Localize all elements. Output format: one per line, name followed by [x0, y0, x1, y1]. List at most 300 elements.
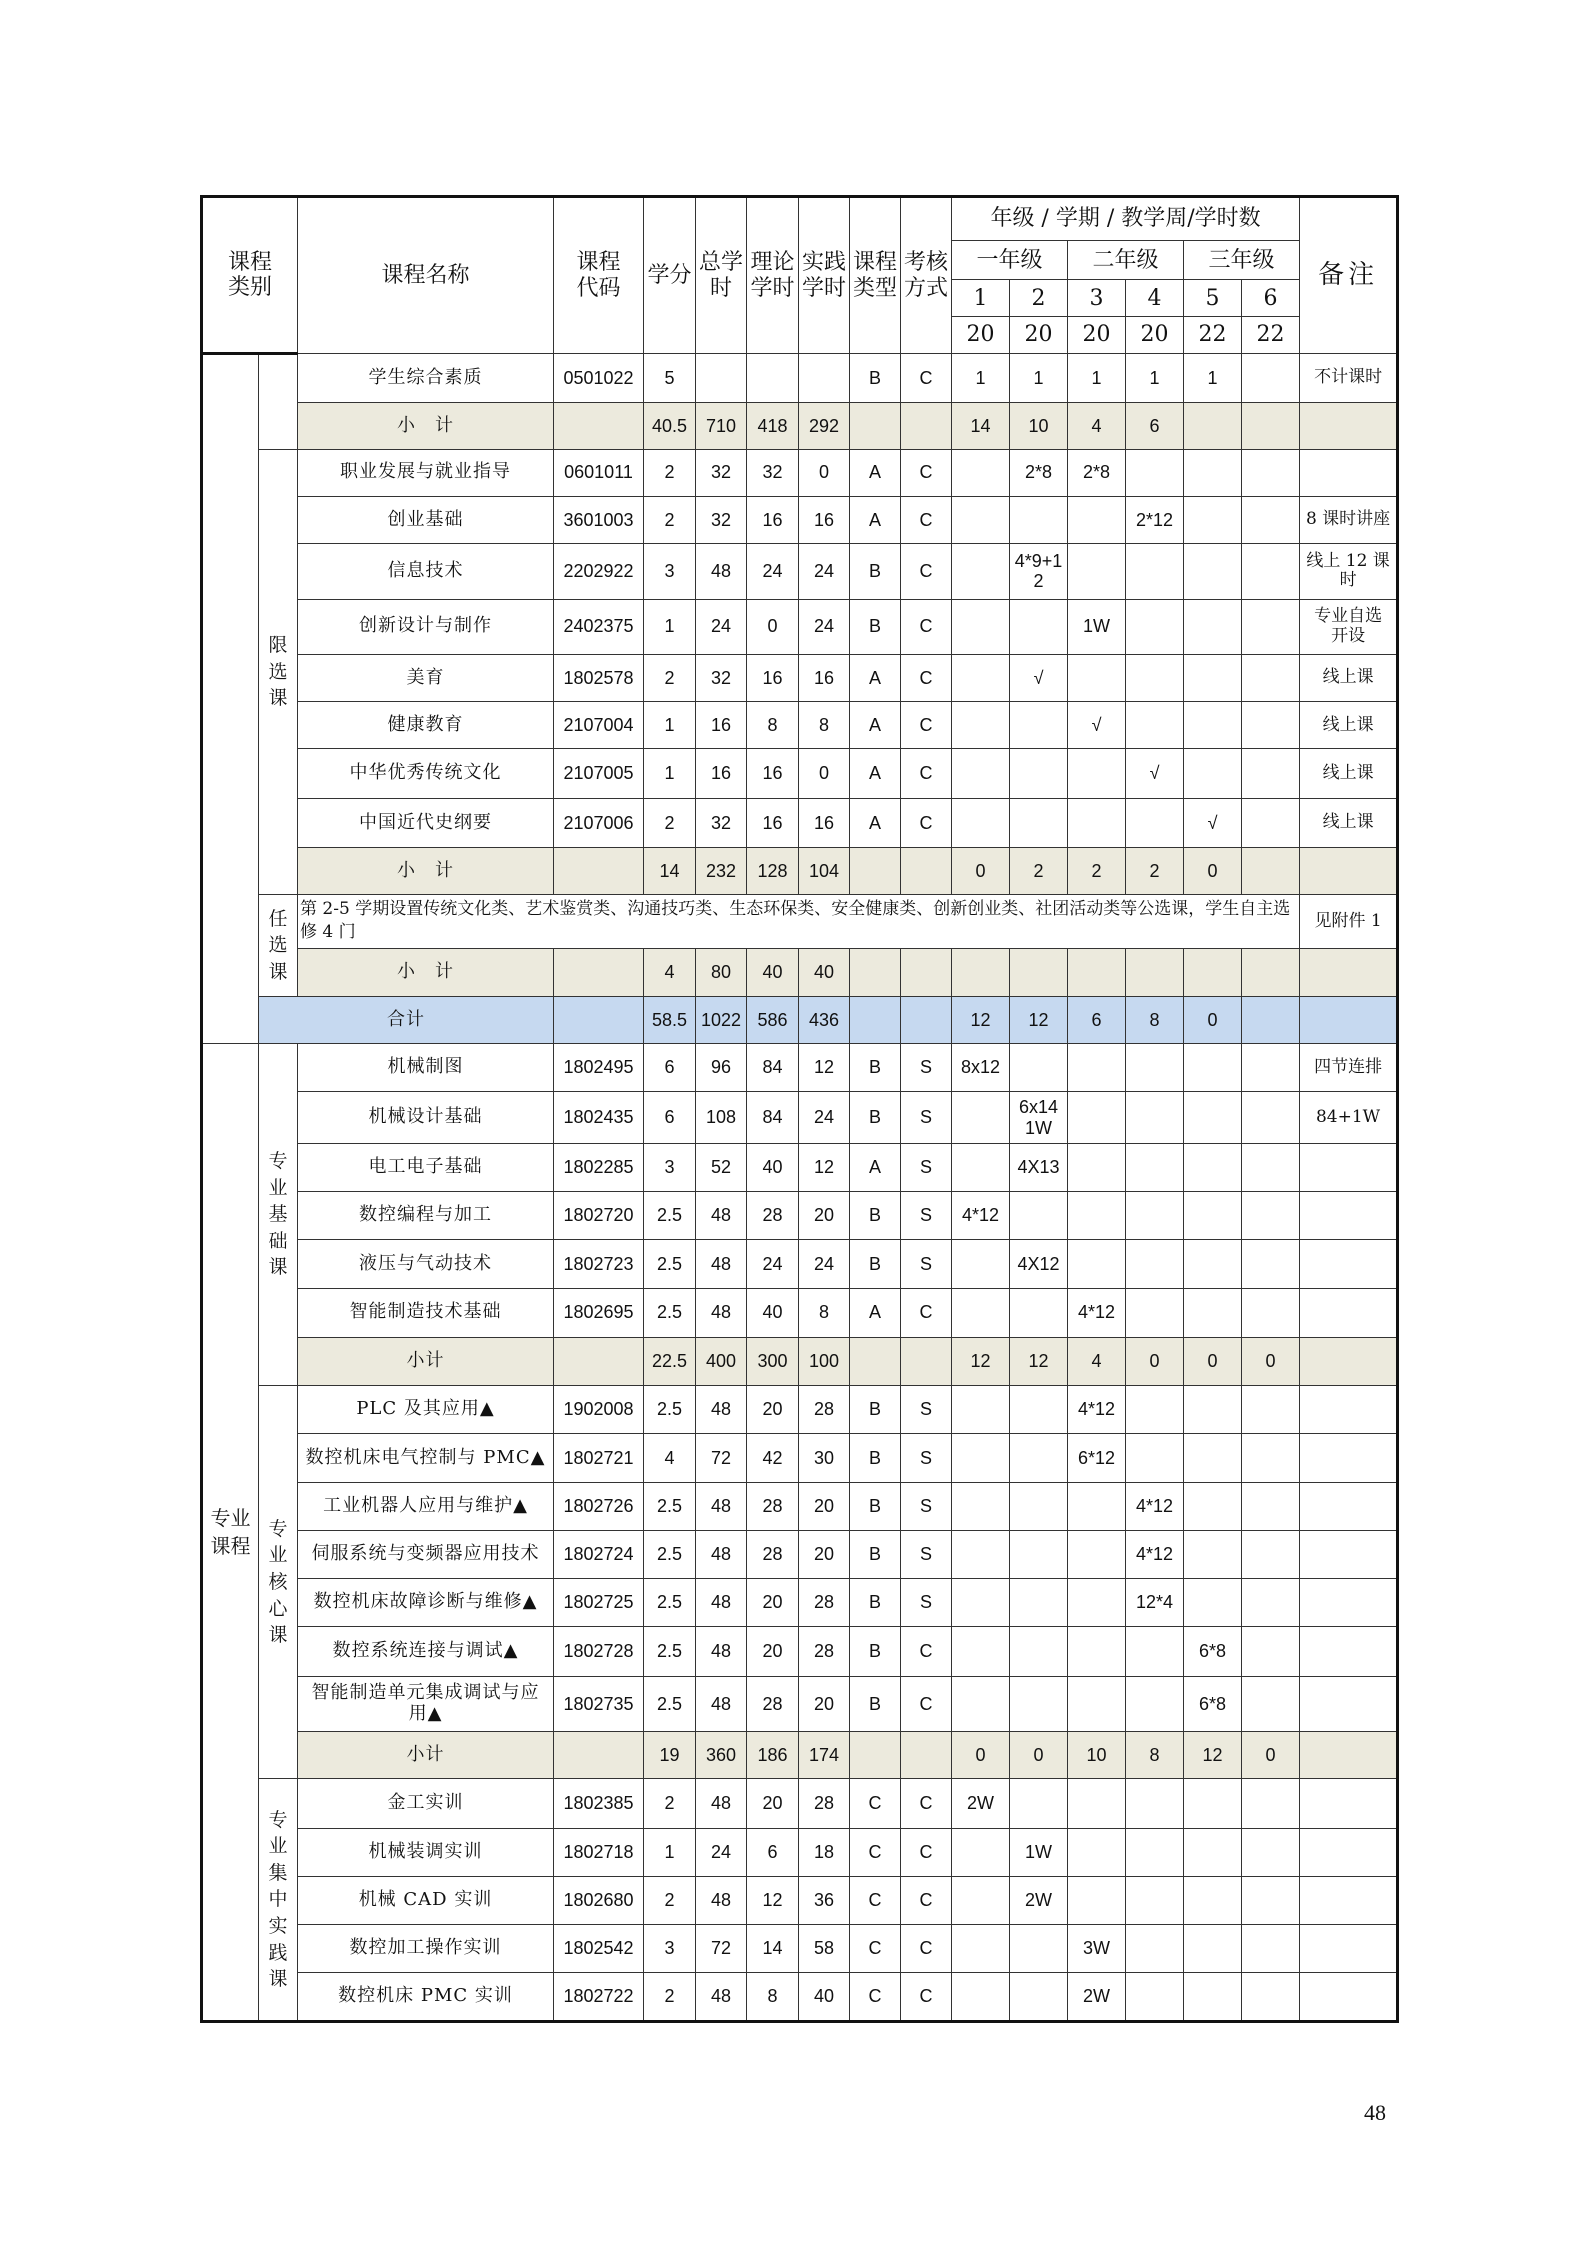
category-public: [202, 354, 259, 1044]
semester-1: [952, 1143, 1010, 1191]
table-row: [202, 1434, 1398, 1482]
semester-5: √: [1184, 798, 1242, 847]
credits: 5: [644, 354, 696, 403]
semester-1: 0: [952, 1732, 1010, 1779]
remarks: [1300, 1192, 1398, 1240]
course-name: 机械制图: [298, 1044, 554, 1092]
semester-1: 4*12: [952, 1192, 1010, 1240]
assessment: C: [901, 1925, 952, 1973]
theory-hours: 28: [747, 1192, 799, 1240]
semester-5: [1184, 948, 1242, 996]
course-code: 1802725: [554, 1579, 644, 1627]
assessment: S: [901, 1434, 952, 1482]
remarks: [1300, 1530, 1398, 1578]
semester-4: [1126, 1240, 1184, 1288]
semester-4: [1126, 544, 1184, 599]
course-code: 1802724: [554, 1530, 644, 1578]
semester-5: [1184, 1143, 1242, 1191]
table-row: [202, 798, 1398, 847]
table-row: [202, 996, 1398, 1043]
semester-4: [1126, 654, 1184, 701]
course-type: B: [850, 1482, 901, 1530]
remarks: [1300, 1482, 1398, 1530]
course-name: 工业机器人应用与维护▲: [298, 1482, 554, 1530]
theory-hours: 8: [747, 1973, 799, 2022]
semester-5: [1184, 1973, 1242, 2022]
course-name: 小 计: [298, 848, 554, 895]
course-type: [850, 996, 901, 1043]
table-row: [202, 1288, 1398, 1337]
practice-hours: 28: [799, 1386, 850, 1434]
course-code: 2202922: [554, 544, 644, 599]
semester-2: 4*9+1 2: [1010, 544, 1068, 599]
semester-6: [1242, 1627, 1300, 1676]
credits: 6: [644, 1044, 696, 1092]
semester-4: [1126, 702, 1184, 749]
theory-hours: 20: [747, 1779, 799, 1828]
course-name: PLC 及其应用▲: [298, 1386, 554, 1434]
semester-2: 10: [1010, 403, 1068, 449]
header-year-3: 三年级: [1184, 241, 1300, 280]
remarks: 线上课: [1300, 654, 1398, 701]
total-hours: 24: [696, 599, 747, 654]
semester-2: [1010, 1627, 1068, 1676]
semester-2: [1010, 1288, 1068, 1337]
course-type: A: [850, 654, 901, 701]
table-row: [202, 1876, 1398, 1924]
credits: 1: [644, 599, 696, 654]
semester-5: 0: [1184, 996, 1242, 1043]
semester-3: [1068, 654, 1126, 701]
assessment: [901, 1732, 952, 1779]
semester-3: [1068, 1676, 1126, 1731]
course-name: 机械 CAD 实训: [298, 1876, 554, 1924]
course-type: [850, 1732, 901, 1779]
theory-hours: 40: [747, 1288, 799, 1337]
table-row: [202, 197, 1398, 241]
semester-4: [1126, 1676, 1184, 1731]
semester-3: 1W: [1068, 599, 1126, 654]
table-row: [202, 1530, 1398, 1578]
course-type: B: [850, 599, 901, 654]
practice-hours: 24: [799, 599, 850, 654]
course-type: [850, 948, 901, 996]
practice-hours: 12: [799, 1044, 850, 1092]
course-type: [850, 1337, 901, 1385]
total-hours: 360: [696, 1732, 747, 1779]
semester-3: 4*12: [1068, 1386, 1126, 1434]
course-name: 电工电子基础: [298, 1143, 554, 1191]
theory-hours: 20: [747, 1579, 799, 1627]
table-row: [202, 403, 1398, 449]
semester-5: 6*8: [1184, 1627, 1242, 1676]
theory-hours: [747, 354, 799, 403]
semester-5: [1184, 599, 1242, 654]
semester-5: [1184, 1482, 1242, 1530]
course-code: 1802695: [554, 1288, 644, 1337]
semester-5: [1184, 1925, 1242, 1973]
remarks: [1300, 1143, 1398, 1191]
credits: 2: [644, 654, 696, 701]
practice-hours: 20: [799, 1192, 850, 1240]
semester-3: 6*12: [1068, 1434, 1126, 1482]
course-name: 职业发展与就业指导: [298, 449, 554, 496]
semester-5: [1184, 1779, 1242, 1828]
course-name: 数控机床故障诊断与维修▲: [298, 1579, 554, 1627]
assessment: [901, 403, 952, 449]
total-hours: 48: [696, 1530, 747, 1578]
course-code: [554, 1732, 644, 1779]
subcategory-limited-elective: 限 选 课: [259, 449, 298, 895]
semester-4: [1126, 1925, 1184, 1973]
semester-1: [952, 544, 1010, 599]
semester-2: [1010, 1530, 1068, 1578]
semester-3: [1068, 749, 1126, 798]
semester-4: 8: [1126, 996, 1184, 1043]
remarks: [1300, 1288, 1398, 1337]
header-credits: 学分: [644, 197, 696, 354]
course-name: 中华优秀传统文化: [298, 749, 554, 798]
assessment: C: [901, 449, 952, 496]
semester-1: [952, 1828, 1010, 1876]
course-code: 1802735: [554, 1676, 644, 1731]
course-type: B: [850, 1386, 901, 1434]
course-name: 机械设计基础: [298, 1092, 554, 1143]
course-code: 1802722: [554, 1973, 644, 2022]
semester-3: [1068, 948, 1126, 996]
semester-2: 4X12: [1010, 1240, 1068, 1288]
header-grade-title: 年级 / 学期 / 教学周/学时数: [952, 197, 1300, 241]
semester-5: [1184, 1530, 1242, 1578]
remarks: 四节连排: [1300, 1044, 1398, 1092]
assessment: [901, 948, 952, 996]
total-hours: 48: [696, 1482, 747, 1530]
theory-hours: 40: [747, 1143, 799, 1191]
assessment: S: [901, 1044, 952, 1092]
course-name: 智能制造单元集成调试与应 用▲: [298, 1676, 554, 1731]
semester-2: [1010, 798, 1068, 847]
semester-4: [1126, 1627, 1184, 1676]
semester-3: [1068, 1092, 1126, 1143]
semester-5: [1184, 749, 1242, 798]
remarks: [1300, 996, 1398, 1043]
course-type: C: [850, 1876, 901, 1924]
credits: 2.5: [644, 1627, 696, 1676]
remarks: [1300, 1779, 1398, 1828]
semester-2: [1010, 1434, 1068, 1482]
remarks: 84+1W: [1300, 1092, 1398, 1143]
course-type: B: [850, 1676, 901, 1731]
assessment: S: [901, 1386, 952, 1434]
total-hours: 48: [696, 1579, 747, 1627]
credits: 2.5: [644, 1676, 696, 1731]
course-type: A: [850, 496, 901, 543]
theory-hours: 418: [747, 403, 799, 449]
semester-5: 12: [1184, 1732, 1242, 1779]
header-weeks: 22: [1184, 317, 1242, 354]
semester-3: [1068, 544, 1126, 599]
remarks: [1300, 848, 1398, 895]
credits: 1: [644, 1828, 696, 1876]
semester-4: [1126, 1434, 1184, 1482]
total-hours: 400: [696, 1337, 747, 1385]
semester-6: [1242, 1876, 1300, 1924]
remarks: [1300, 1434, 1398, 1482]
header-course-name: 课程名称: [298, 197, 554, 354]
course-code: [554, 948, 644, 996]
semester-1: 12: [952, 996, 1010, 1043]
practice-hours: 104: [799, 848, 850, 895]
credits: 4: [644, 1434, 696, 1482]
remarks: 不计课时: [1300, 354, 1398, 403]
semester-6: [1242, 798, 1300, 847]
semester-5: 1: [1184, 354, 1242, 403]
semester-3: [1068, 1044, 1126, 1092]
practice-hours: 28: [799, 1579, 850, 1627]
table-row: [202, 1337, 1398, 1385]
table-row: [202, 749, 1398, 798]
table-row: [202, 1092, 1398, 1143]
assessment: C: [901, 1876, 952, 1924]
credits: 14: [644, 848, 696, 895]
assessment: C: [901, 1779, 952, 1828]
header-weeks: 22: [1242, 317, 1300, 354]
course-code: 1802726: [554, 1482, 644, 1530]
semester-5: [1184, 1044, 1242, 1092]
total-hours: 48: [696, 1192, 747, 1240]
page-number: 48: [1364, 2100, 1386, 2125]
course-type: [850, 403, 901, 449]
subcategory-pro-core: 专 业 核 心 课: [259, 1386, 298, 1779]
practice-hours: 28: [799, 1627, 850, 1676]
remarks: [1300, 1386, 1398, 1434]
practice-hours: 36: [799, 1876, 850, 1924]
course-type: A: [850, 1143, 901, 1191]
course-code: 2107005: [554, 749, 644, 798]
semester-4: [1126, 1044, 1184, 1092]
semester-3: [1068, 1192, 1126, 1240]
semester-2: [1010, 1973, 1068, 2022]
table-row: [202, 895, 1398, 948]
credits: 19: [644, 1732, 696, 1779]
semester-4: 12*4: [1126, 1579, 1184, 1627]
total-hours: 32: [696, 654, 747, 701]
semester-6: [1242, 1044, 1300, 1092]
course-code: 1802728: [554, 1627, 644, 1676]
header-semester: 5: [1184, 280, 1242, 317]
semester-5: [1184, 1288, 1242, 1337]
practice-hours: 0: [799, 449, 850, 496]
semester-1: 14: [952, 403, 1010, 449]
header-year-2: 二年级: [1068, 241, 1184, 280]
course-name: 液压与气动技术: [298, 1240, 554, 1288]
table-row: [202, 1044, 1398, 1092]
header-year-1: 一年级: [952, 241, 1068, 280]
semester-5: [1184, 496, 1242, 543]
semester-3: [1068, 1579, 1126, 1627]
credits: 40.5: [644, 403, 696, 449]
course-name: 美育: [298, 654, 554, 701]
course-code: [554, 996, 644, 1043]
semester-1: [952, 1530, 1010, 1578]
semester-2: [1010, 599, 1068, 654]
semester-1: [952, 1434, 1010, 1482]
semester-6: 0: [1242, 1732, 1300, 1779]
semester-4: [1126, 1973, 1184, 2022]
semester-2: 2W: [1010, 1876, 1068, 1924]
credits: 3: [644, 544, 696, 599]
assessment: S: [901, 1092, 952, 1143]
practice-hours: 18: [799, 1828, 850, 1876]
total-hours: 48: [696, 1876, 747, 1924]
theory-hours: 6: [747, 1828, 799, 1876]
header-theory-hours: 理论 学时: [747, 197, 799, 354]
semester-6: [1242, 496, 1300, 543]
total-hours: 24: [696, 1828, 747, 1876]
semester-6: [1242, 1530, 1300, 1578]
course-type: B: [850, 1434, 901, 1482]
semester-1: [952, 1627, 1010, 1676]
semester-4: 0: [1126, 1337, 1184, 1385]
theory-hours: 28: [747, 1676, 799, 1731]
practice-hours: 20: [799, 1530, 850, 1578]
semester-1: [952, 1240, 1010, 1288]
semester-3: 10: [1068, 1732, 1126, 1779]
table-row: [202, 948, 1398, 996]
practice-hours: 28: [799, 1779, 850, 1828]
remarks: [1300, 1579, 1398, 1627]
table-row: [202, 1386, 1398, 1434]
semester-2: 6x14 1W: [1010, 1092, 1068, 1143]
course-type: C: [850, 1925, 901, 1973]
total-hours: [696, 354, 747, 403]
theory-hours: 40: [747, 948, 799, 996]
semester-1: 2W: [952, 1779, 1010, 1828]
assessment: [901, 996, 952, 1043]
theory-hours: 14: [747, 1925, 799, 1973]
practice-hours: 8: [799, 1288, 850, 1337]
semester-6: [1242, 1925, 1300, 1973]
total-hours: 710: [696, 403, 747, 449]
course-type: A: [850, 798, 901, 847]
semester-3: 1: [1068, 354, 1126, 403]
subcategory-pro-basic: 专 业 基 础 课: [259, 1044, 298, 1386]
total-hours: 108: [696, 1092, 747, 1143]
total-hours: 72: [696, 1925, 747, 1973]
remarks: [1300, 1876, 1398, 1924]
table-row: [202, 496, 1398, 543]
header-category: 课程 类别: [202, 197, 298, 354]
total-hours: 48: [696, 1779, 747, 1828]
semester-3: √: [1068, 702, 1126, 749]
table-row: [202, 1143, 1398, 1191]
semester-6: 0: [1242, 1337, 1300, 1385]
course-name: 数控机床电气控制与 PMC▲: [298, 1434, 554, 1482]
semester-4: [1126, 1386, 1184, 1434]
semester-6: [1242, 848, 1300, 895]
course-name: 数控加工操作实训: [298, 1925, 554, 1973]
theory-hours: 0: [747, 599, 799, 654]
curriculum-table: [200, 195, 1399, 2023]
semester-5: [1184, 544, 1242, 599]
credits: 6: [644, 1092, 696, 1143]
remarks: 线上课: [1300, 749, 1398, 798]
table-row: [202, 544, 1398, 599]
credits: 2: [644, 496, 696, 543]
semester-1: [952, 1925, 1010, 1973]
semester-5: 0: [1184, 1337, 1242, 1385]
theory-hours: 84: [747, 1092, 799, 1143]
course-type: C: [850, 1973, 901, 2022]
semester-6: [1242, 1386, 1300, 1434]
credits: 2: [644, 1779, 696, 1828]
semester-6: [1242, 1579, 1300, 1627]
header-weeks: 20: [1010, 317, 1068, 354]
semester-6: [1242, 1434, 1300, 1482]
credits: 1: [644, 702, 696, 749]
semester-3: [1068, 496, 1126, 543]
semester-6: [1242, 1973, 1300, 2022]
header-weeks: 20: [1068, 317, 1126, 354]
semester-2: 12: [1010, 1337, 1068, 1385]
semester-5: [1184, 449, 1242, 496]
semester-6: [1242, 749, 1300, 798]
assessment: S: [901, 1482, 952, 1530]
course-code: 1802495: [554, 1044, 644, 1092]
practice-hours: 16: [799, 798, 850, 847]
semester-6: [1242, 403, 1300, 449]
semester-5: [1184, 702, 1242, 749]
semester-6: [1242, 1192, 1300, 1240]
semester-2: [1010, 1676, 1068, 1731]
theory-hours: 186: [747, 1732, 799, 1779]
semester-2: 2: [1010, 848, 1068, 895]
credits: 2.5: [644, 1288, 696, 1337]
course-code: 2402375: [554, 599, 644, 654]
total-hours: 80: [696, 948, 747, 996]
assessment: C: [901, 749, 952, 798]
header-weeks: 20: [1126, 317, 1184, 354]
semester-2: [1010, 702, 1068, 749]
semester-5: [1184, 1579, 1242, 1627]
credits: 2: [644, 1973, 696, 2022]
semester-1: [952, 1482, 1010, 1530]
theory-hours: 16: [747, 798, 799, 847]
remarks: [1300, 1973, 1398, 2022]
semester-4: [1126, 599, 1184, 654]
semester-3: 2W: [1068, 1973, 1126, 2022]
semester-1: [952, 1092, 1010, 1143]
semester-1: [952, 749, 1010, 798]
semester-2: [1010, 1192, 1068, 1240]
practice-hours: 24: [799, 544, 850, 599]
course-code: 1802285: [554, 1143, 644, 1191]
theory-hours: 16: [747, 749, 799, 798]
semester-1: 0: [952, 848, 1010, 895]
semester-4: 4*12: [1126, 1530, 1184, 1578]
category-professional: 专业 课程: [202, 1044, 259, 2022]
course-type: B: [850, 1579, 901, 1627]
credits: 22.5: [644, 1337, 696, 1385]
total-hours: 48: [696, 544, 747, 599]
assessment: C: [901, 1627, 952, 1676]
course-name: 小计: [298, 1732, 554, 1779]
semester-4: [1126, 1779, 1184, 1828]
semester-6: [1242, 1143, 1300, 1191]
course-name: 机械装调实训: [298, 1828, 554, 1876]
practice-hours: 58: [799, 1925, 850, 1973]
remarks: 线上课: [1300, 702, 1398, 749]
